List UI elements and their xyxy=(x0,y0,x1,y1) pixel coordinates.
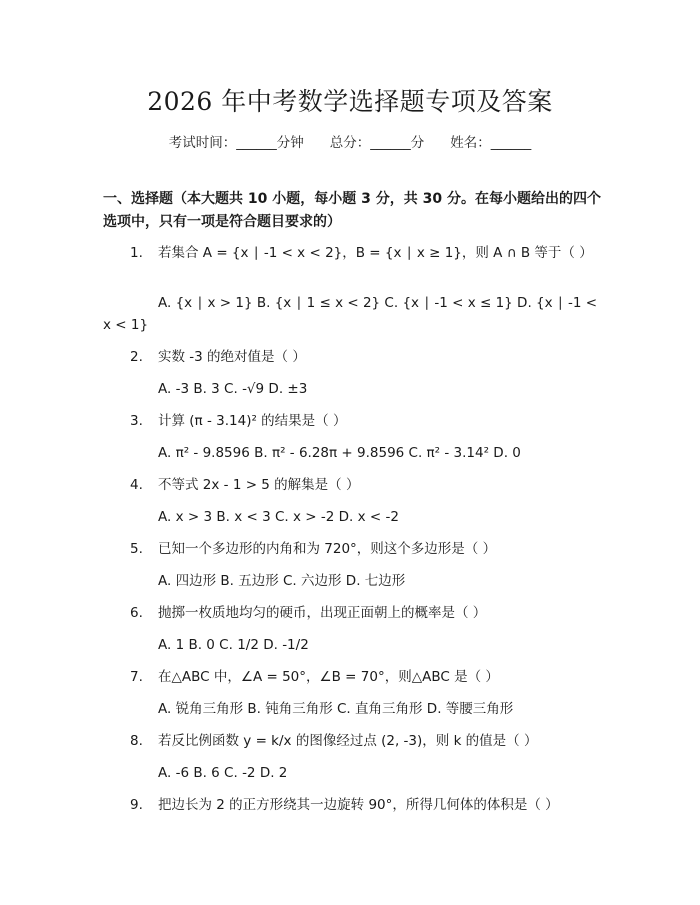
question-9 xyxy=(103,794,603,816)
question-3 xyxy=(103,410,603,432)
question-number: 9. xyxy=(130,797,143,813)
question-number: 8. xyxy=(130,733,143,749)
question-6 xyxy=(103,602,603,624)
options-text: A. -6 B. 6 C. -2 D. 2 xyxy=(158,765,288,781)
question-stem: 若集合 A = {x ∣ -1 < x < 2}，B = {x ∣ x ≥ 1}，则 A ∩ B 等于（ ） xyxy=(158,245,593,261)
exam-info xyxy=(0,131,700,151)
question-number: 4. xyxy=(130,477,143,493)
options-text: A. 四边形 B. 五边形 C. 六边形 D. 七边形 xyxy=(158,573,406,589)
options-text: A. x > 3 B. x < 3 C. x > -2 D. x < -2 xyxy=(158,509,399,525)
question-stem: 不等式 2x - 1 > 5 的解集是（ ） xyxy=(158,477,360,493)
question-number: 3. xyxy=(130,413,143,429)
question-stem: 若反比例函数 y = k/x 的图像经过点 (2, -3)，则 k 的值是（ ） xyxy=(158,733,538,749)
question-number: 5. xyxy=(130,541,143,557)
options-text: A. 1 B. 0 C. 1/2 D. -1/2 xyxy=(158,637,309,653)
question-stem: 把边长为 2 的正方形绕其一边旋转 90°，所得几何体的体积是（ ） xyxy=(158,797,559,813)
options-text: A. {x ∣ x > 1} B. {x ∣ 1 ≤ x < 2} C. {x ∣ -1 < x ≤ 1} D. {x ∣ -1 < x < 1} xyxy=(103,295,598,333)
question-4-options xyxy=(103,506,603,528)
section-heading: 一、选择题（本大题共 10 小题，每小题 3 分，共 30 分。在每小题给出的四个选项中，只有一项是符合题目要求的） xyxy=(103,191,601,230)
question-7-options xyxy=(103,698,603,720)
options-text: A. -3 B. 3 C. -√9 D. ±3 xyxy=(158,381,308,397)
question-5 xyxy=(103,538,603,560)
options-text: A. π² - 9.8596 B. π² - 6.28π + 9.8596 C. π² - 3.14² D. 0 xyxy=(158,445,521,461)
question-3-options xyxy=(103,442,603,464)
question-1-options xyxy=(103,292,603,336)
options-text: A. 锐角三角形 B. 钝角三角形 C. 直角三角形 D. 等腰三角形 xyxy=(158,701,514,717)
question-number: 6. xyxy=(130,605,143,621)
question-6-options xyxy=(103,634,603,656)
question-number: 2. xyxy=(130,349,143,365)
question-5-options xyxy=(103,570,603,592)
question-2-options xyxy=(103,378,603,400)
question-stem: 已知一个多边形的内角和为 720°，则这个多边形是（ ） xyxy=(158,541,497,557)
question-number: 1. xyxy=(130,245,143,261)
question-1 xyxy=(103,242,603,264)
question-stem: 计算 (π - 3.14)² 的结果是（ ） xyxy=(158,413,347,429)
exam-time: 考试时间：______分钟 xyxy=(168,135,304,151)
page-title: 2026 年中考数学选择题专项及答案 xyxy=(147,87,553,116)
question-stem: 在△ABC 中，∠A = 50°，∠B = 70°，则△ABC 是（ ） xyxy=(158,669,499,685)
exam-score: 总分：______分 xyxy=(329,135,425,151)
question-4 xyxy=(103,474,603,496)
question-2 xyxy=(103,346,603,368)
student-name: 姓名：______ xyxy=(450,135,532,151)
question-stem: 抛掷一枚质地均匀的硬币，出现正面朝上的概率是（ ） xyxy=(158,605,487,621)
question-8-options xyxy=(103,762,603,784)
question-number: 7. xyxy=(130,669,143,685)
question-8 xyxy=(103,730,603,752)
question-stem: 实数 -3 的绝对值是（ ） xyxy=(158,349,306,365)
question-7 xyxy=(103,666,603,688)
